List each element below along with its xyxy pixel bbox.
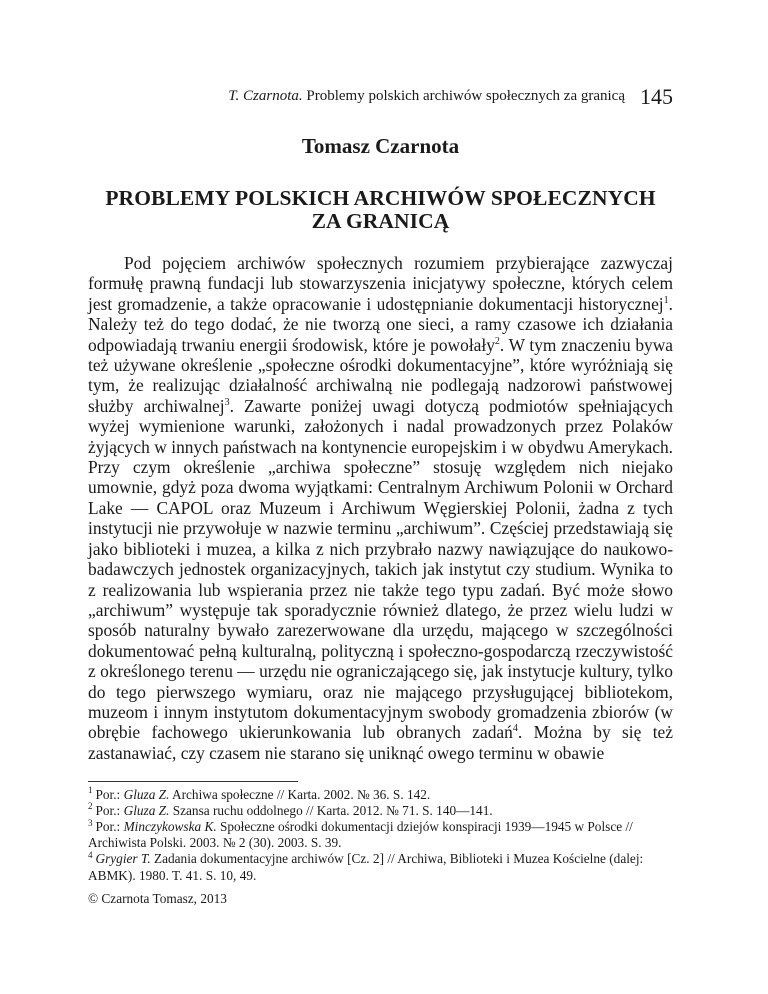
- article-title: [88, 187, 673, 233]
- footnote: [88, 787, 673, 803]
- article-title-line-1: PROBLEMY POLSKICH ARCHIWÓW SPOŁECZNYCH: [105, 186, 656, 210]
- footnote-ref-4[interactable]: 4: [512, 723, 518, 735]
- footnote-ref-1[interactable]: 1: [663, 295, 669, 307]
- body-text-part-1: Pod pojęciem archiwów społecznych rozumiem przybierające zazwyczaj formułę prawną fundacji lub stowarzyszenia inicjatywy społeczne, których celem jest gromadzenie, a także opracowanie i udostępnianie dokumentacji historycznej: [88, 253, 673, 314]
- footnote-citation: Zadania dokumentacyjne archiwów [Cz. 2] // Archiwa, Biblioteki i Muzea Kościelne (dalej: ABMK). 1980. T. 41. S. 10, 49.: [88, 851, 644, 883]
- footnote-prefix: Por.:: [95, 818, 124, 834]
- running-head: [88, 84, 673, 116]
- footnote-divider: [88, 781, 298, 782]
- footnote-number: 4: [88, 849, 93, 860]
- footnote: [88, 803, 673, 819]
- footnote-author: Grygier T.: [95, 851, 151, 867]
- footnote-citation: Społeczne ośrodki dokumentacji dziejów konspiracji 1939—1945 w Polsce // Archiwista Polski. 2003. № 2 (30). 2003. S. 39.: [88, 818, 633, 851]
- running-head-text: [228, 88, 625, 105]
- running-head-title: Problemy polskich archiwów społecznych za granicą: [302, 88, 625, 104]
- footnote-number: 3: [88, 817, 93, 828]
- footnote-author: Gluza Z.: [123, 802, 170, 818]
- footnote-number: 2: [88, 801, 93, 812]
- article-title-line-2: ZA GRANICĄ: [311, 209, 450, 233]
- footnote-citation: Archiwa społeczne // Karta. 2002. № 36. S. 142.: [169, 786, 431, 802]
- body-paragraph: [88, 253, 673, 763]
- page: [88, 84, 673, 907]
- body-text-part-5: . Można by się też zastanawiać, czy czasem nie starano się uniknąć owego terminu w obawie: [88, 722, 673, 763]
- body-text-part-4: . Zawarte poniżej uwagi dotyczą podmiotów spełniających wyżej wymienione warunki, założonych i nadal prowadzonych przez Polaków żyjących w innych państwach na kontynencie europejskim i w obydwu Amerykach. Przy czym określenie „archiwa społeczne” stosuję względem nich niejako umownie, gdyż poza dwoma wyjątkami: Centralnym Archiwum Polonii w Orchard Lake — CAPOL oraz Muzeum i Archiwum Węgierskiej Polonii, żadna z tych instytucji nie przywołuje w nazwie terminu „archiwum”. Częściej przedstawiają się jako biblioteki i muzea, a kilka z nich przybrało nazwy nawiązujące do naukowo-badawczych jednostek organizacyjnych, takich jak instytut czy studium. Wynika to z realizowania lub wspierania przez nie także tego typu zadań. Być może słowo „archiwum” występuje tak sporadycznie również dlatego, że przez wielu ludzi w sposób naturalny bywało zarezerwowane dla urzędu, mającego w szczególności dokumentować pełną kulturalną, polityczną i społeczno-gospodarczą rzeczywistość z określonego terenu — urzędu nie ograniczającego się, jak instytucje kultury, tylko do tego pierwszego wymiaru, oraz nie mającego przysługującej bibliotekom, muzeom i innym instytutom dokumentacyjnym swobody gromadzenia zbiorów (w obrębie fachowego ukierunkowania lub obranych zadań: [88, 395, 673, 743]
- footnote-author: Gluza Z.: [123, 786, 170, 802]
- footnote-ref-2[interactable]: 2: [494, 335, 500, 347]
- running-head-author: T. Czarnota.: [228, 88, 303, 104]
- body-text-part-3: . W tym znaczeniu bywa też używane określenie „społeczne ośrodki dokumentacyjne”, które wyróżniają się tym, że realizując działalność archiwalną nie podlegają nadzorowi państwowej służby archiwalnej: [88, 334, 673, 416]
- footnote-prefix: Por.:: [95, 786, 124, 802]
- body-text-part-2: . Należy też do tego dodać, że nie tworzą one sieci, a ramy czasowe ich działania odpowiadają trwaniu energii środowisk, które je powołały: [88, 293, 673, 355]
- page-number: 145: [640, 84, 673, 109]
- footnote-author: Minczykowska K.: [123, 818, 217, 834]
- footnote: [88, 819, 673, 851]
- copyright-notice: © Czarnota Tomasz, 2013: [88, 890, 227, 906]
- footnote-number: 1: [88, 785, 93, 796]
- footnote-prefix: Por.:: [95, 802, 124, 818]
- footnote: [88, 851, 673, 883]
- footnote-ref-3[interactable]: 3: [224, 397, 230, 409]
- footnote-citation: Szansa ruchu oddolnego // Karta. 2012. № 71. S. 140—141.: [169, 802, 493, 818]
- article-author: Tomasz Czarnota: [301, 134, 460, 158]
- footnotes: [88, 787, 673, 884]
